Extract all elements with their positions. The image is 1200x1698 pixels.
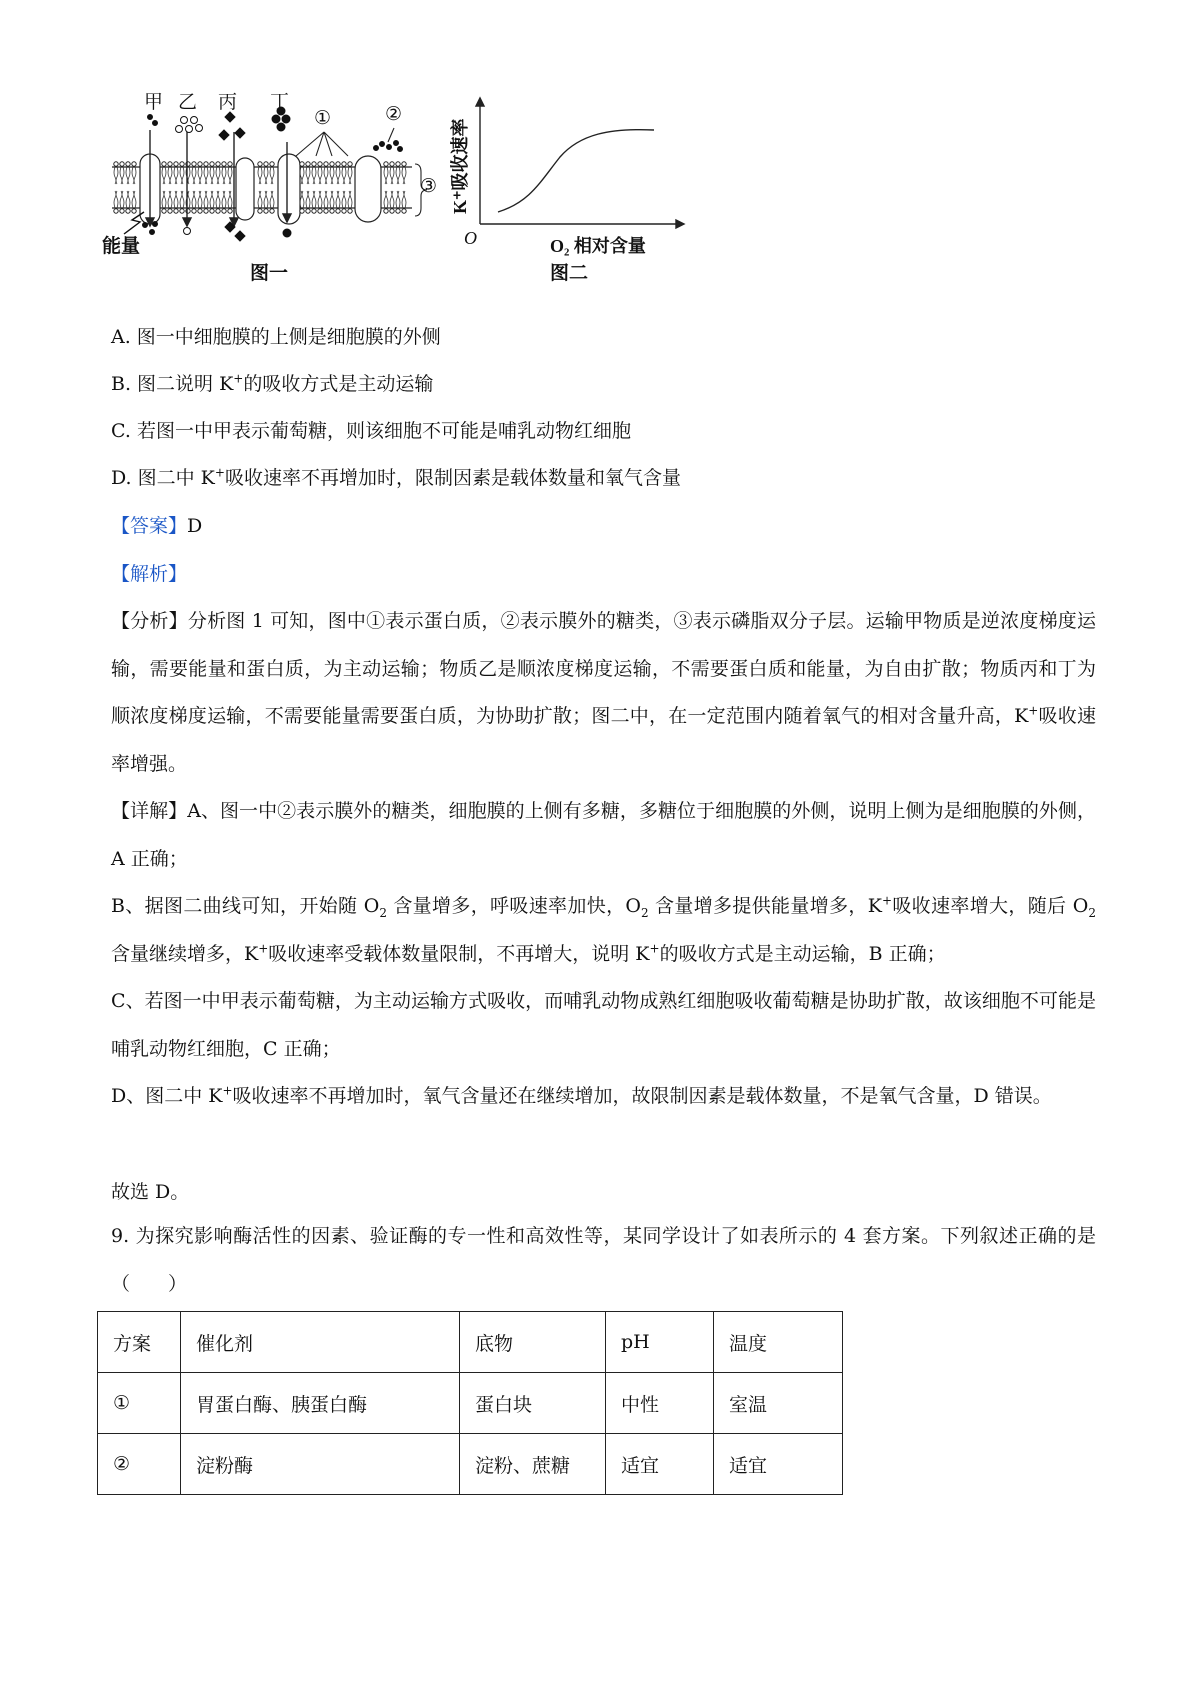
phospholipid-tail xyxy=(306,191,310,208)
phospholipid-head xyxy=(390,209,394,213)
figure-2-caption: 图二 xyxy=(550,263,589,284)
table-cell: ② xyxy=(98,1434,181,1495)
label-yi: 乙 xyxy=(178,92,198,113)
scheme-table xyxy=(97,1311,843,1495)
phospholipid-head xyxy=(180,209,184,213)
phospholipid-tail xyxy=(258,191,262,208)
phospholipid-tail xyxy=(198,167,202,184)
phospholipid-head xyxy=(174,162,178,166)
label-ding: 丁 xyxy=(270,92,290,113)
phospholipid-tail xyxy=(168,167,172,184)
phospholipid-head xyxy=(228,209,232,213)
phospholipid-tail xyxy=(222,191,226,208)
label-energy: 能量 xyxy=(102,236,141,257)
phospholipid-head xyxy=(216,162,220,166)
label-bing: 丙 xyxy=(218,92,238,113)
phospholipid-head xyxy=(180,162,184,166)
phospholipid-head xyxy=(228,162,232,166)
phospholipid-tail xyxy=(174,167,178,184)
answer-value: D xyxy=(187,515,203,537)
header-cell: 催化剂 xyxy=(181,1312,460,1373)
table-cell: 淀粉、蔗糖 xyxy=(460,1434,606,1495)
phospholipid-tail xyxy=(312,167,316,184)
label-circle-2: ② xyxy=(385,104,403,125)
phospholipid-head xyxy=(162,209,166,213)
y-axis-label: K⁺吸收速率 xyxy=(450,118,470,214)
phospholipid-head xyxy=(342,209,346,213)
detail-d: D、图二中 K+吸收速率不再增加时，氧气含量还在继续增加，故限制因素是载体数量，不是氧气含量，D 错误。 xyxy=(111,1083,1052,1107)
phospholipid-head xyxy=(312,209,316,213)
table-header-row xyxy=(98,1312,843,1373)
phospholipid-head xyxy=(384,162,388,166)
phospholipid-head xyxy=(204,162,208,166)
phospholipid-tail xyxy=(222,167,226,184)
option-a: A. 图一中细胞膜的上侧是细胞膜的外侧 xyxy=(111,326,441,348)
phospholipid-tail xyxy=(216,167,220,184)
phospholipid-head xyxy=(336,162,340,166)
header-cell: 底物 xyxy=(460,1312,606,1373)
table-cell: 适宜 xyxy=(606,1434,714,1495)
phospholipid-head xyxy=(222,209,226,213)
phospholipid-head xyxy=(270,209,274,213)
detail-a: 【详解】A、图一中②表示膜外的糖类，细胞膜的上侧有多糖，多糖位于细胞膜的外侧，说明上侧为是细胞膜的外侧，A 正确； xyxy=(111,800,1096,870)
phospholipid-tail xyxy=(384,167,388,184)
phospholipid-tail xyxy=(348,167,352,184)
phospholipid-tail xyxy=(162,167,166,184)
phospholipid-tail xyxy=(258,167,262,184)
phospholipid-head xyxy=(312,162,316,166)
phospholipid-head xyxy=(318,209,322,213)
phospholipid-tail xyxy=(210,167,214,184)
phospholipid-tail xyxy=(132,167,136,184)
phospholipid-tail xyxy=(114,167,118,184)
phospholipid-head xyxy=(324,162,328,166)
phospholipid-head xyxy=(336,209,340,213)
table-row xyxy=(98,1434,843,1495)
phospholipid-tail xyxy=(120,191,124,208)
phospholipid-head xyxy=(126,209,130,213)
phospholipid-tail xyxy=(228,191,232,208)
phospholipid-head xyxy=(210,209,214,213)
analysis-paragraph: 【分析】分析图 1 可知，图中①表示蛋白质，②表示膜外的糖类，③表示磷脂双分子层。运输甲物质是逆浓度梯度运输，需要能量和蛋白质，为主动运输；物质乙是顺浓度梯度运输，不需要蛋白质和能量，为自由扩散；物质丙和丁为顺浓度梯度运输，不需要能量需要蛋白质，为协助扩散；图二中，在一定范围内随着氧气的相对含量升高，K+吸收速率增强。 xyxy=(111,610,1096,775)
phospholipid-tail xyxy=(402,191,406,208)
phospholipid-head xyxy=(168,209,172,213)
phospholipid-tail xyxy=(180,191,184,208)
phospholipid-tail xyxy=(270,191,274,208)
phospholipid-head xyxy=(198,209,202,213)
table-cell: 胃蛋白酶、胰蛋白酶 xyxy=(181,1373,460,1434)
x-axis-label: O₂ 相对含量 xyxy=(550,236,646,256)
phospholipid-tail xyxy=(336,167,340,184)
phospholipid-head xyxy=(300,162,304,166)
phospholipid-head xyxy=(204,209,208,213)
phospholipid-tail xyxy=(132,191,136,208)
phospholipid-tail xyxy=(396,191,400,208)
phospholipid-head xyxy=(348,162,352,166)
origin-label: O xyxy=(464,228,477,248)
phospholipid-tail xyxy=(162,191,166,208)
detail-b: B、据图二曲线可知，开始随 $O_2$ 含量增多，呼吸速率加快，$O_2$ 含量增多提供能量增多，K+吸收速率增大，随后 $O_2$ 含量继续增多，K+吸收速率受载体数量限制，不再增大，说明 K+的吸收方式是主动运输，B 正确； xyxy=(111,893,1096,965)
phospholipid-tail xyxy=(342,191,346,208)
phospholipid-tail xyxy=(336,191,340,208)
option-c: C. 若图一中甲表示葡萄糖，则该细胞不可能是哺乳动物红细胞 xyxy=(111,420,631,442)
phospholipid-head xyxy=(258,162,262,166)
phospholipid-head xyxy=(264,209,268,213)
phospholipid-tail xyxy=(228,167,232,184)
phospholipid-tail xyxy=(114,191,118,208)
phospholipid-tail xyxy=(306,167,310,184)
table-cell: 适宜 xyxy=(714,1434,843,1495)
header-cell: 温度 xyxy=(714,1312,843,1373)
phospholipid-head xyxy=(402,162,406,166)
phospholipid-head xyxy=(174,209,178,213)
phospholipid-tail xyxy=(384,191,388,208)
phospholipid-tail xyxy=(396,167,400,184)
table-cell: ① xyxy=(98,1373,181,1434)
label-circle-3: ③ xyxy=(420,176,438,197)
phospholipid-tail xyxy=(348,191,352,208)
phospholipid-tail xyxy=(216,191,220,208)
phospholipid-tail xyxy=(198,191,202,208)
table-cell: 室温 xyxy=(714,1373,843,1434)
phospholipid-head xyxy=(306,209,310,213)
phospholipid-tail xyxy=(120,167,124,184)
phospholipid-head xyxy=(132,162,136,166)
phospholipid-head xyxy=(258,209,262,213)
answer-tag: 【答案】 xyxy=(111,515,188,537)
phospholipid-head xyxy=(210,162,214,166)
label-jia: 甲 xyxy=(144,92,164,113)
phospholipid-head xyxy=(270,162,274,166)
phospholipid-tail xyxy=(318,191,322,208)
analysis-heading: 【解析】 xyxy=(111,563,188,585)
phospholipid-head xyxy=(402,209,406,213)
header-cell: 方案 xyxy=(98,1312,181,1373)
phospholipid-head xyxy=(390,162,394,166)
phospholipid-tail xyxy=(126,167,130,184)
phospholipid-head xyxy=(168,162,172,166)
phospholipid-head xyxy=(396,209,400,213)
k-absorption-curve xyxy=(498,130,654,212)
phospholipid-tail xyxy=(312,191,316,208)
phospholipid-tail xyxy=(204,191,208,208)
phospholipid-tail xyxy=(300,191,304,208)
phospholipid-tail xyxy=(210,191,214,208)
table-cell: 中性 xyxy=(606,1373,714,1434)
phospholipid-head xyxy=(318,162,322,166)
phospholipid-head xyxy=(264,162,268,166)
phospholipid-head xyxy=(330,162,334,166)
phospholipid-head xyxy=(216,209,220,213)
phospholipid-tail xyxy=(402,167,406,184)
phospholipid-tail xyxy=(342,167,346,184)
phospholipid-head xyxy=(348,209,352,213)
phospholipid-head xyxy=(330,209,334,213)
phospholipid-tail xyxy=(204,167,208,184)
phospholipid-head xyxy=(114,209,118,213)
phospholipid-head xyxy=(114,162,118,166)
phospholipid-tail xyxy=(180,167,184,184)
phospholipid-head xyxy=(120,162,124,166)
phospholipid-tail xyxy=(300,167,304,184)
phospholipid-head xyxy=(396,162,400,166)
phospholipid-head xyxy=(300,209,304,213)
phospholipid-tail xyxy=(192,191,196,208)
phospholipid-head xyxy=(306,162,310,166)
phospholipid-tail xyxy=(324,167,328,184)
phospholipid-tail xyxy=(174,191,178,208)
table-cell: 淀粉酶 xyxy=(181,1434,460,1495)
phospholipid-head xyxy=(342,162,346,166)
phospholipid-head xyxy=(222,162,226,166)
phospholipid-head xyxy=(198,162,202,166)
phospholipid-tail xyxy=(324,191,328,208)
table-cell: 蛋白块 xyxy=(460,1373,606,1434)
phospholipid-head xyxy=(324,209,328,213)
figure-2-chart xyxy=(476,98,684,228)
phospholipid-head xyxy=(126,162,130,166)
phospholipid-head xyxy=(132,209,136,213)
phospholipid-tail xyxy=(264,191,268,208)
phospholipid-tail xyxy=(330,191,334,208)
label-circle-1: ① xyxy=(314,108,332,129)
option-d: D. 图二中 K+吸收速率不再增加时，限制因素是载体数量和氧气含量 xyxy=(111,465,681,489)
phospholipid-tail xyxy=(330,167,334,184)
phospholipid-tail xyxy=(126,191,130,208)
phospholipid-tail xyxy=(390,191,394,208)
phospholipid-head xyxy=(162,162,166,166)
figure-1-caption: 图一 xyxy=(250,263,289,284)
phospholipid-tail xyxy=(168,191,172,208)
phospholipid-tail xyxy=(390,167,394,184)
table-row xyxy=(98,1373,843,1434)
question-9: 9. 为探究影响酶活性的因素、验证酶的专一性和高效性等，某同学设计了如表所示的 4 套方案。下列叙述正确的是（ ） xyxy=(111,1225,1096,1295)
phospholipid-head xyxy=(120,209,124,213)
phospholipid-tail xyxy=(318,167,322,184)
phospholipid-tail xyxy=(264,167,268,184)
answer-line xyxy=(111,512,202,540)
option-b: B. 图二说明 K+的吸收方式是主动运输 xyxy=(111,371,434,395)
conclusion: 故选 D。 xyxy=(111,1181,190,1203)
phospholipid-head xyxy=(384,209,388,213)
membrane-transport-figure xyxy=(100,92,740,307)
phospholipid-tail xyxy=(192,167,196,184)
phospholipid-head xyxy=(192,162,196,166)
header-cell: pH xyxy=(606,1312,714,1373)
phospholipid-head xyxy=(192,209,196,213)
detail-c: C、若图一中甲表示葡萄糖，为主动运输方式吸收，而哺乳动物成熟红细胞吸收葡萄糖是协助扩散，故该细胞不可能是哺乳动物红细胞，C 正确； xyxy=(111,990,1096,1060)
phospholipid-tail xyxy=(270,167,274,184)
